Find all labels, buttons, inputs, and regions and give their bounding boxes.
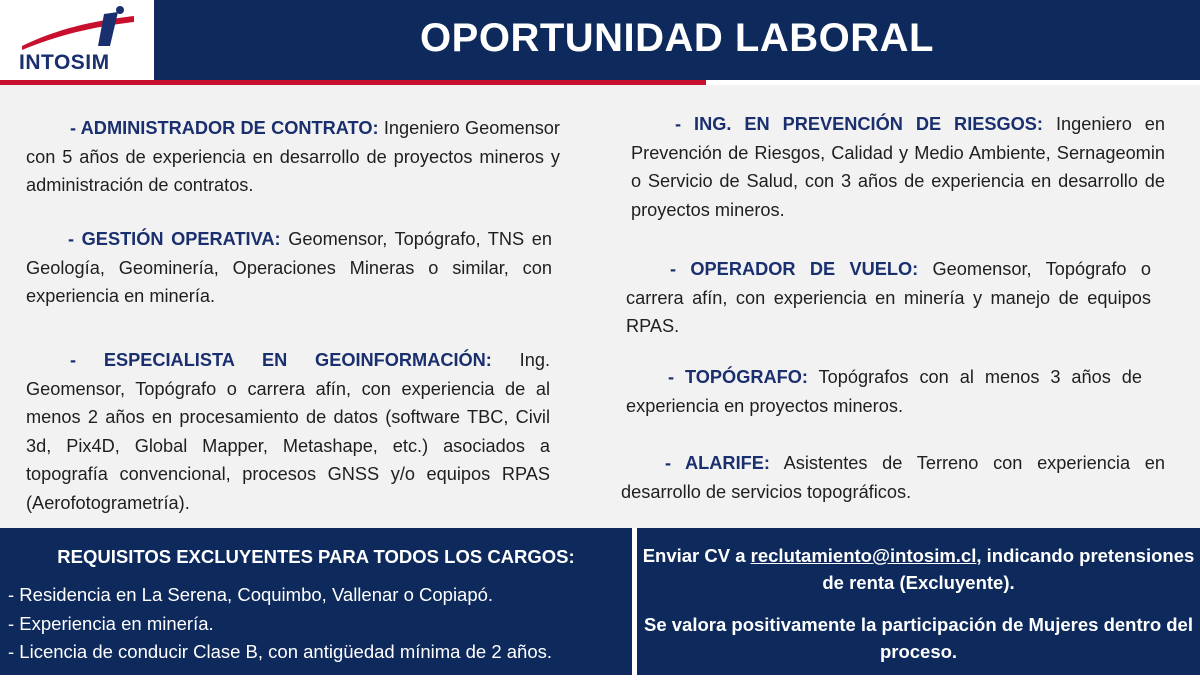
requirement-item: - Residencia en La Serena, Coquimbo, Vallenar o Copiapó. [8,584,494,605]
job-title: - ESPECIALISTA EN GEOINFORMACIÓN: [70,350,492,370]
application-panel [637,528,1200,675]
send-cv-prefix: Enviar CV a [642,545,751,566]
job-title: - GESTIÓN OPERATIVA: [68,229,281,249]
job-operador-vuelo [626,255,1151,341]
job-especialista-geoinformacion [26,346,550,518]
job-description: Geomensor, Topógrafo, TNS en Geología, Geominería, Operaciones Mineras o similar, con experiencia en minería. [26,229,552,307]
job-title: - ING. EN PREVENCIÓN DE RIESGOS: [675,114,1043,134]
job-administrador-contrato [26,114,560,200]
job-prevencion-riesgos [631,110,1165,224]
job-title: - OPERADOR DE VUELO: [670,259,919,279]
job-description: Ing. Geomensor, Topógrafo o carrera afín, con experiencia de al menos 2 años en procesamiento de datos (software TBC, Civil 3d, Pix4D, Global Mapper, Metashape, etc.) asociados a topografía convencional, procesos GNSS y/o equipos RPAS (Aerofotogrametría). [26,350,551,513]
page-title: OPORTUNIDAD LABORAL [420,16,934,60]
women-participation-note: Se valora positivamente la participación de Mujeres dentro del proceso. [643,614,1193,662]
intosim-logo [0,0,154,80]
job-gestion-operativa [26,225,552,311]
logo-swoosh-icon [18,6,138,52]
header [0,0,1200,84]
send-cv-text [637,542,1200,596]
job-title: - TOPÓGRAFO: [668,367,808,387]
job-title: - ADMINISTRADOR DE CONTRATO: [70,118,379,138]
email-link[interactable]: reclutamiento@intosim.cl [750,545,977,566]
logo-text: INTOSIM [19,51,110,74]
requirements-panel [0,528,632,675]
title-bar [154,0,1200,80]
job-topografo [626,363,1142,420]
job-description: Asistentes de Terreno con experiencia en desarrollo de servicios topográficos. [621,453,1165,502]
application-info [637,542,1200,680]
requirements-title: REQUISITOS EXCLUYENTES PARA TODOS LOS CARGOS: [57,546,575,567]
job-alarife [621,449,1165,506]
job-description: Ingeniero Geomensor con 5 años de experiencia en desarrollo de proyectos mineros y administración de contratos. [26,118,560,196]
requirement-item: - Licencia de conducir Clase B, con antigüedad mínima de 2 años. [8,641,553,662]
job-description: Ingeniero en Prevención de Riesgos, Calidad y Medio Ambiente, Sernageomin o Servicio de Salud, con 3 años de experiencia en desarrollo de proyectos mineros. [631,114,1165,220]
requirement-item: - Experiencia en minería. [8,612,214,634]
job-title: - ALARIFE: [665,453,770,473]
requirements-list [8,581,552,667]
job-description: Topógrafos con al menos 3 años de experiencia en proyectos mineros. [626,367,1142,416]
send-cv-suffix: , indicando pretensiones de renta (Excluyente). [822,545,1195,593]
job-description: Geomensor, Topógrafo o carrera afín, con experiencia en minería y manejo de equipos RPAS. [626,259,1151,337]
